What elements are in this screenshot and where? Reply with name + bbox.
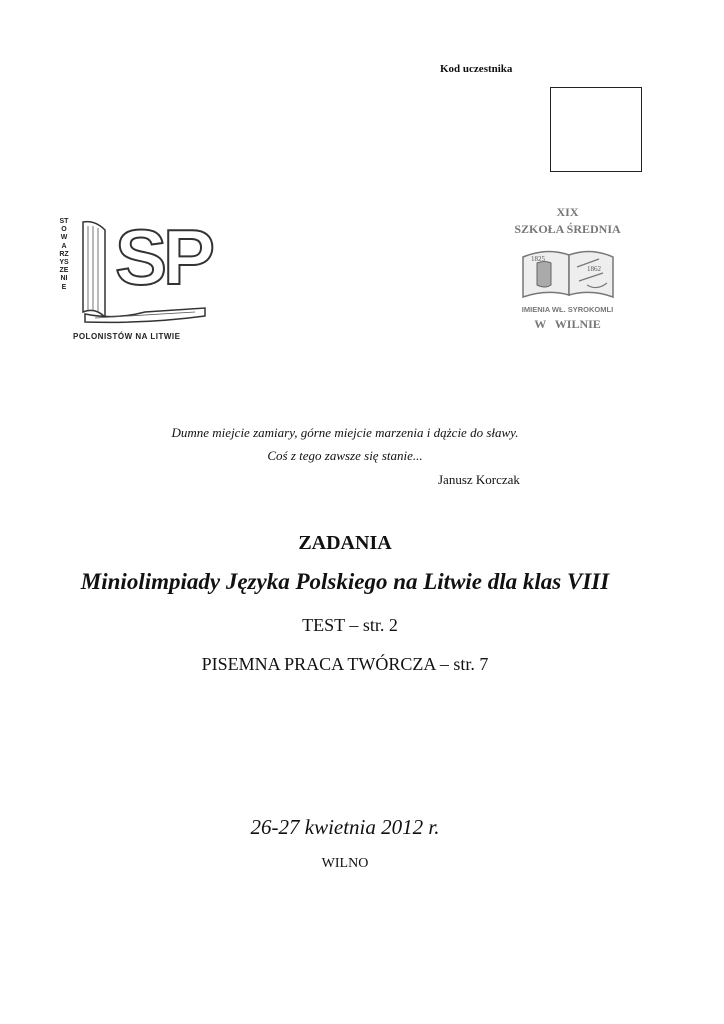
page-subtitle: Miniolimpiady Języka Polskiego na Litwie dla klas VIII [80,569,610,594]
sp-association-logo [55,212,215,347]
motto-line-2: Coś z tego zawsze się stanie... [267,448,423,463]
participant-code-label: Kod uczestnika [440,63,513,75]
school-logo-year-right: 1862 [587,265,601,273]
motto-author: Janusz Korczak [438,472,520,487]
school-logo-number: XIX [556,205,579,219]
page-title: ZADANIA [298,532,392,554]
sp-logo-caption: POLONISTÓW NA LITWIE [73,332,181,341]
school-logo-city: W WILNIE [534,317,601,331]
school-logo-year-left: 1825 [531,255,545,263]
school-logo [495,205,640,335]
writing-section-line: PISEMNA PRACA TWÓRCZA – str. 7 [201,654,489,674]
test-section-line: TEST – str. 2 [302,615,398,635]
school-logo-patron: IMIENIA WŁ. SYROKOMLI [521,305,614,314]
participant-code-box[interactable] [550,87,642,172]
event-date: 26-27 kwietnia 2012 r. [250,815,440,839]
event-city: WILNO [321,856,369,871]
school-logo-type: SZKOŁA ŚREDNIA [514,222,621,236]
school-emblem-icon [517,245,617,303]
sp-logo-letters: SP [115,213,212,301]
motto-line-1: Dumne miejcie zamiary, górne miejcie marzenia i dążcie do sławy. [171,425,519,440]
sp-logo-vertical-text: STOWARZYSZENIE [59,218,69,291]
